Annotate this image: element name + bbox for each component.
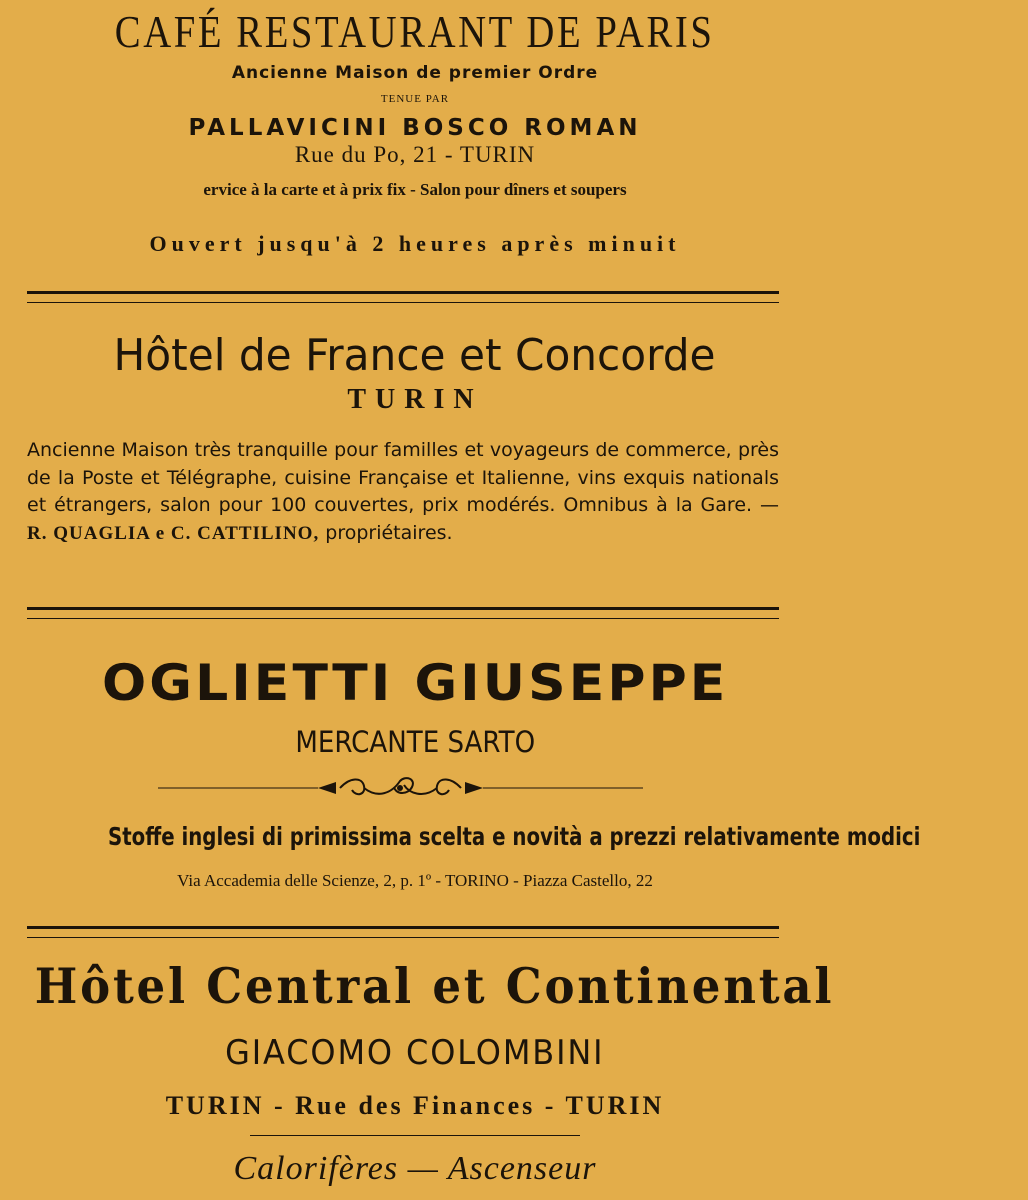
- cafe-tenue-par: TENUE PAR: [380, 93, 450, 105]
- hotel-central-owner: GIACOMO COLOMBINI: [225, 1033, 605, 1073]
- hotel-central-address: TURIN - Rue des Finances - TURIN: [165, 1091, 665, 1120]
- cafe-hours: Ouvert jusqu'à 2 heures après minuit: [149, 231, 681, 256]
- hotel-france-title: Hôtel de France et Concorde: [113, 330, 717, 381]
- section-divider: [27, 926, 779, 938]
- hotel-france-description: Ancienne Maison très tranquille pour familles et voyageurs de commerce, près de la Poste et Télégraphe, cuisine Française et Italienne, vins exquis nationals et étrangers, salon pour 100 couvertes, prix modérés. Omnibus à la Gare. — R. QUAGLIA e C. CATTILINO, propriétaires.: [27, 439, 779, 544]
- divider-thin: [250, 1135, 580, 1136]
- section-divider: [27, 291, 779, 303]
- oglietti-trade: MERCANTE SARTO: [295, 725, 535, 759]
- oglietti-address: Via Accademia delle Scienze, 2, p. 1º - TORINO - Piazza Castello, 22: [177, 871, 653, 890]
- hotel-france-city: TURIN: [347, 384, 483, 415]
- hotel-france-proprietors: R. QUAGLIA e C. CATTILINO,: [27, 522, 320, 544]
- cafe-owners: PALLAVICINI BOSCO ROMAN: [188, 115, 642, 141]
- oglietti-name: OGLIETTI GIUSEPPE: [101, 654, 729, 712]
- hotel-central-amenities: Calorifères — Ascenseur: [233, 1150, 597, 1187]
- cafe-title: CAFÉ RESTAURANT DE PARIS: [115, 7, 715, 57]
- cafe-service: ervice à la carte et à prix fix - Salon pour dîners et soupers: [203, 180, 627, 199]
- cafe-subtitle: Ancienne Maison de premier Ordre: [231, 63, 599, 83]
- oglietti-tagline: Stoffe inglesi di primissima scelta e novità a prezzi relativamente modici: [107, 822, 921, 851]
- hotel-central-title: Hôtel Central et Continental: [34, 957, 835, 1015]
- ornament-flourish: [158, 769, 643, 807]
- cafe-address: Rue du Po, 21 - TURIN: [294, 142, 536, 167]
- section-divider: [27, 607, 779, 619]
